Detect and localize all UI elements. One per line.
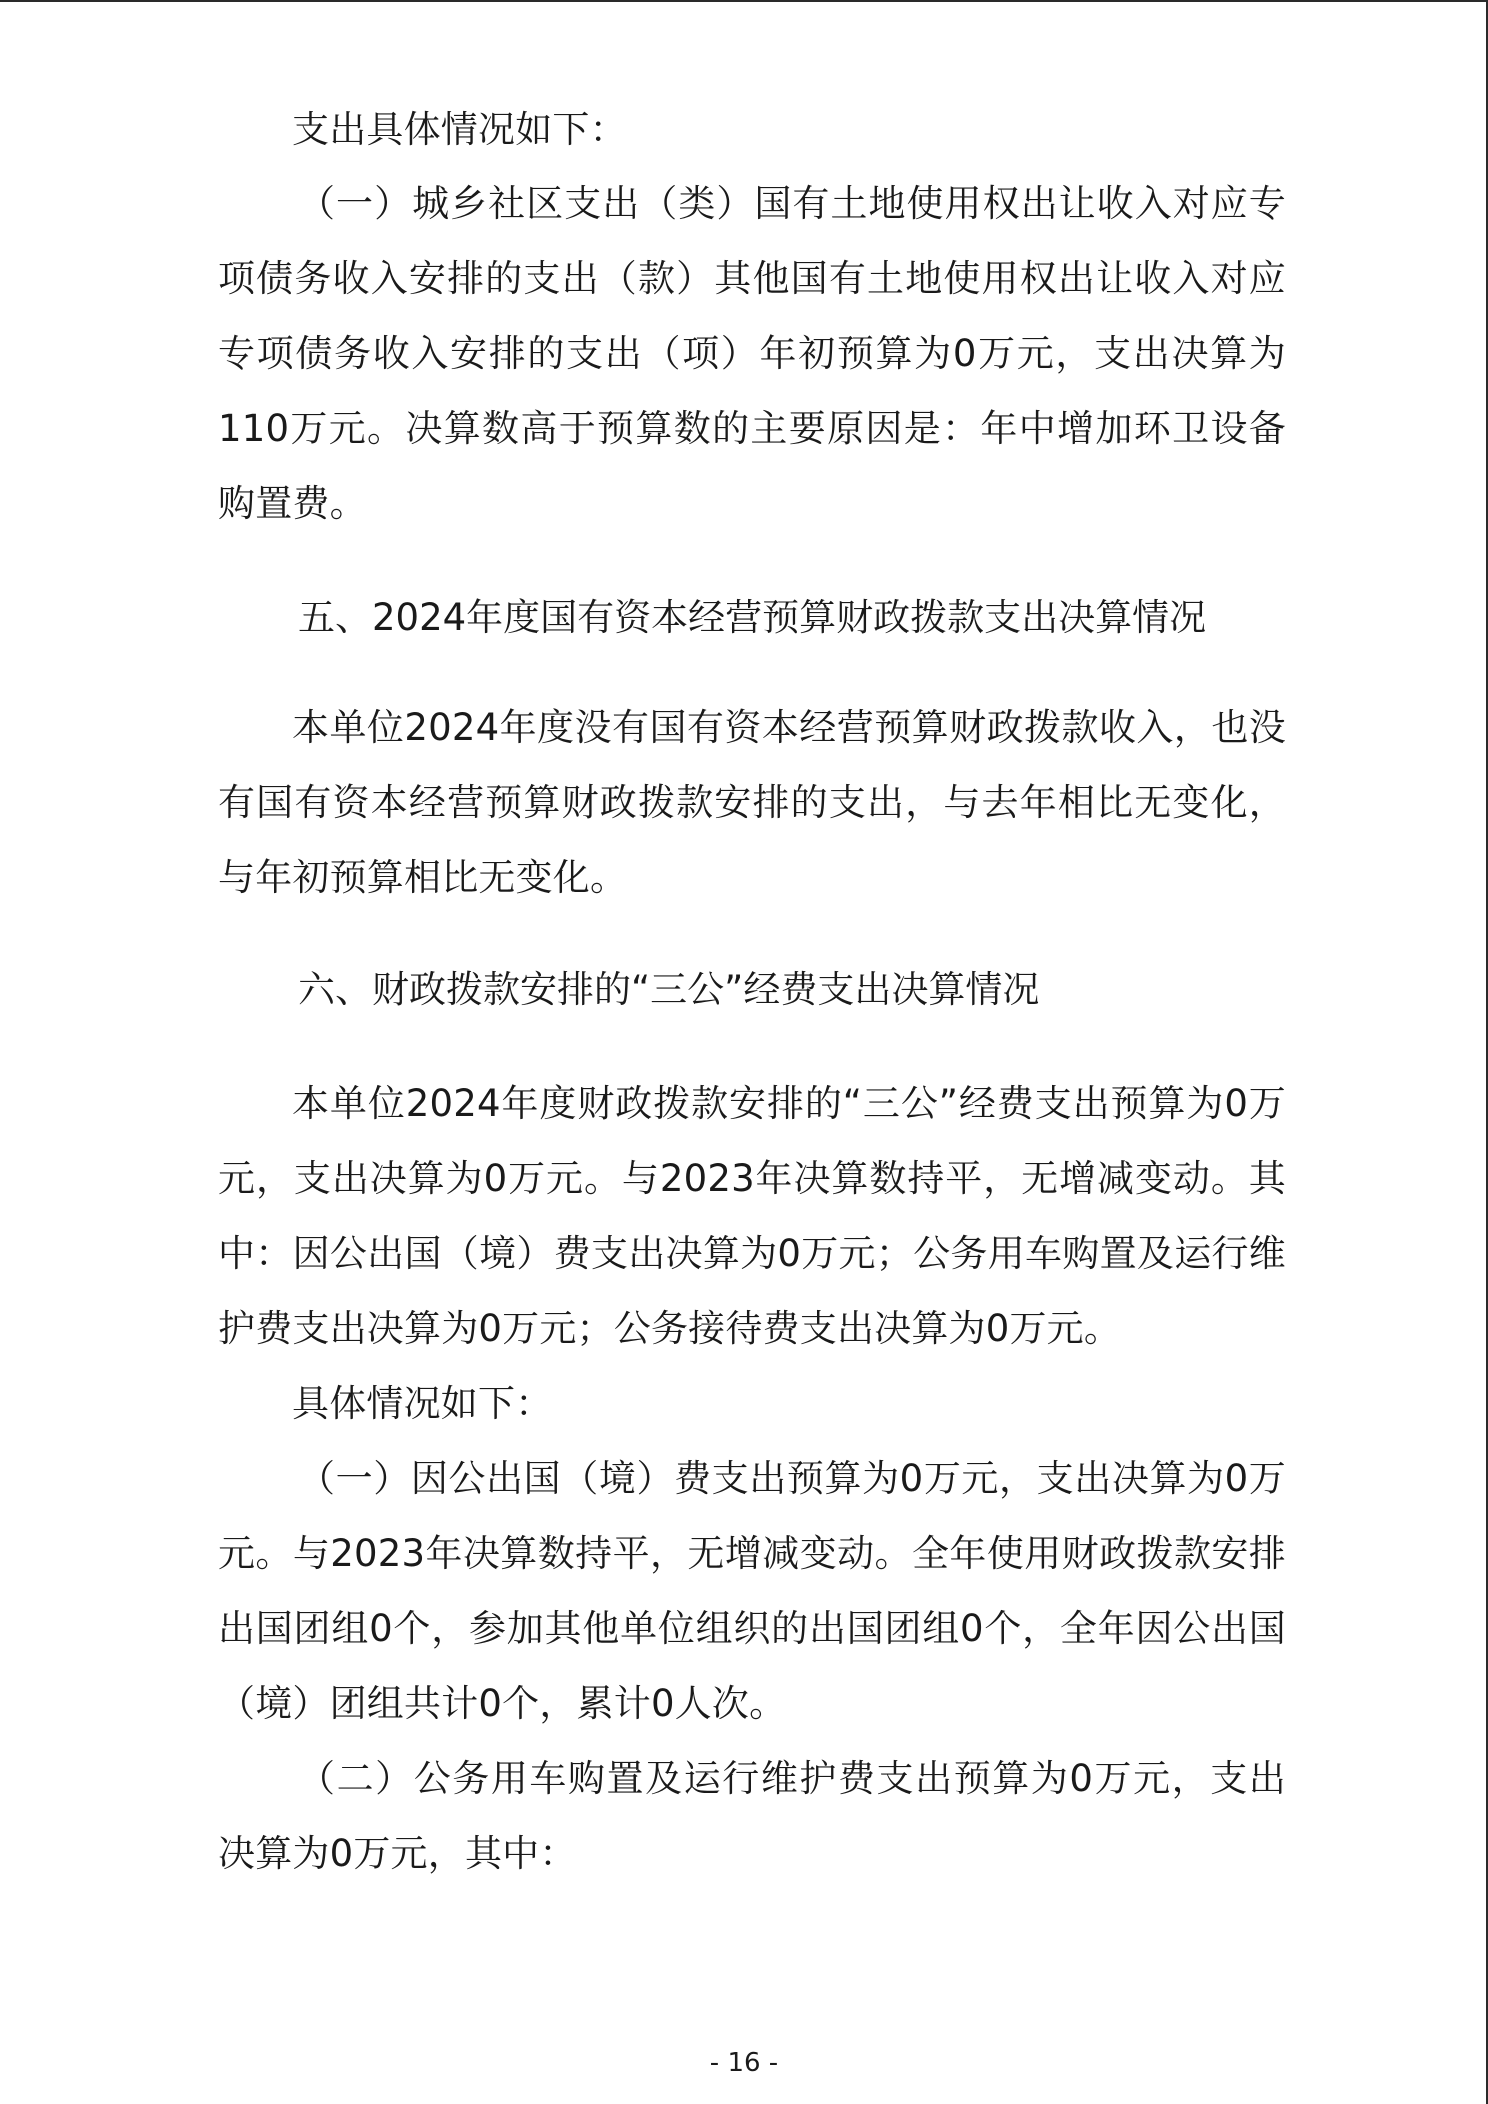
paragraph-details-intro: 具体情况如下： <box>292 1382 553 1425</box>
paragraph-overseas-travel: （一）因公出国（境）费支出预算为0万元，支出决算为0万元。与2023年决算数持平，无增减变动。全年使用财政拨款安排出国团组0个，参加其他单位组织的出国团组0个，全年因公出国（境）团组共计0个，累计0人次。 <box>218 1457 1286 1725</box>
paragraph-three-public-expenses: 本单位2024年度财政拨款安排的“三公”经费支出预算为0万元，支出决算为0万元。与2023年决算数持平，无增减变动。其中：因公出国（境）费支出决算为0万元；公务用车购置及运行维护费支出决算为0万元；公务接待费支出决算为0万元。 <box>218 1082 1286 1350</box>
section-heading-5: 五、2024年度国有资本经营预算财政拨款支出决算情况 <box>298 596 1207 639</box>
page-top-border <box>0 0 1488 2</box>
paragraph-expenditure-details-intro: 支出具体情况如下： <box>292 108 627 151</box>
paragraph-urban-rural-expenditure: （一）城乡社区支出（类）国有土地使用权出让收入对应专项债务收入安排的支出（款）其他国有土地使用权出让收入对应专项债务收入安排的支出（项）年初预算为0万元，支出决算为110万元。决算数高于预算数的主要原因是：年中增加环卫设备购置费。 <box>218 182 1286 525</box>
paragraph-official-vehicles: （二）公务用车购置及运行维护费支出预算为0万元，支出决算为0万元，其中： <box>218 1757 1286 1875</box>
page-number: - 16 - <box>709 2048 779 2078</box>
paragraph-state-capital-budget: 本单位2024年度没有国有资本经营预算财政拨款收入，也没有国有资本经营预算财政拨款安排的支出，与去年相比无变化，与年初预算相比无变化。 <box>218 706 1286 899</box>
section-heading-6: 六、财政拨款安排的“三公”经费支出决算情况 <box>298 968 1040 1011</box>
